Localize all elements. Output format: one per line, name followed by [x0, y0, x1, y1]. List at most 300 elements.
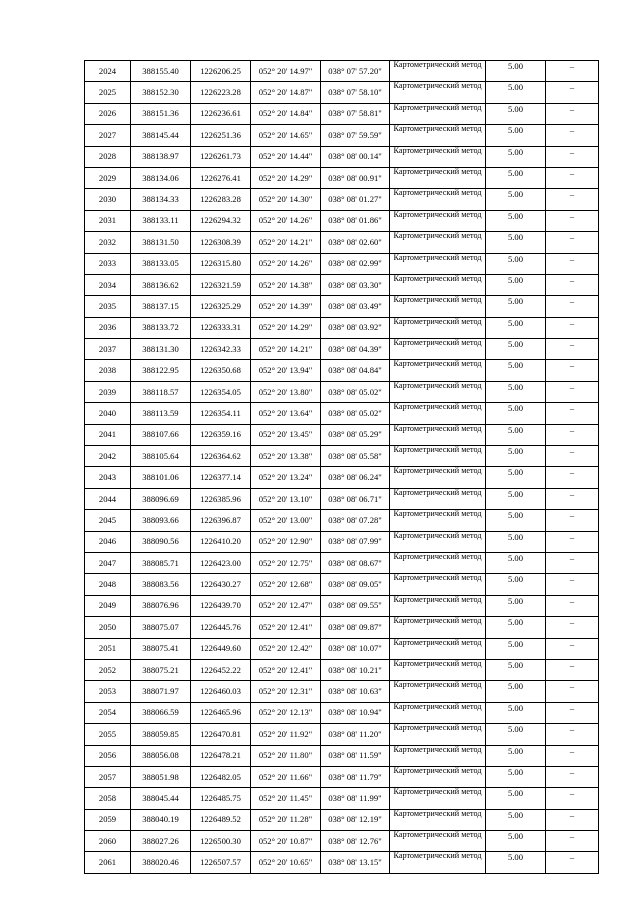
- table-row: [85, 167, 599, 188]
- table-row: [85, 617, 599, 638]
- table-row: [85, 638, 599, 659]
- note-cell: –: [546, 488, 599, 509]
- y-coordinate-cell: 1226261.73: [191, 146, 251, 167]
- longitude-cell: 038° 08' 04.39": [321, 339, 390, 360]
- latitude-cell: 052° 20' 12.68": [251, 574, 321, 595]
- point-number-cell: 2028: [85, 146, 131, 167]
- x-coordinate-cell: 388134.06: [131, 167, 191, 188]
- latitude-cell: 052° 20' 13.45": [251, 424, 321, 445]
- accuracy-cell: 5.00: [486, 253, 546, 274]
- latitude-cell: 052° 20' 11.80": [251, 745, 321, 766]
- accuracy-cell: 5.00: [486, 103, 546, 124]
- y-coordinate-cell: 1226485.75: [191, 788, 251, 809]
- note-cell: –: [546, 659, 599, 680]
- note-cell: –: [546, 317, 599, 338]
- accuracy-cell: 5.00: [486, 638, 546, 659]
- method-cell: Картометрический метод: [390, 809, 486, 830]
- accuracy-cell: 5.00: [486, 446, 546, 467]
- y-coordinate-cell: 1226294.32: [191, 210, 251, 231]
- note-cell: –: [546, 253, 599, 274]
- method-cell: Картометрический метод: [390, 724, 486, 745]
- point-number-cell: 2046: [85, 531, 131, 552]
- table-row: [85, 766, 599, 787]
- method-cell: Картометрический метод: [390, 360, 486, 381]
- y-coordinate-cell: 1226321.59: [191, 274, 251, 295]
- longitude-cell: 038° 08' 11.59": [321, 745, 390, 766]
- method-cell: Картометрический метод: [390, 210, 486, 231]
- accuracy-cell: 5.00: [486, 403, 546, 424]
- longitude-cell: 038° 08' 11.79": [321, 766, 390, 787]
- note-cell: –: [546, 210, 599, 231]
- x-coordinate-cell: 388075.41: [131, 638, 191, 659]
- latitude-cell: 052° 20' 13.80": [251, 381, 321, 402]
- table-row: [85, 809, 599, 830]
- method-cell: Картометрический метод: [390, 146, 486, 167]
- x-coordinate-cell: 388133.72: [131, 317, 191, 338]
- x-coordinate-cell: 388075.21: [131, 659, 191, 680]
- table-row: [85, 82, 599, 103]
- latitude-cell: 052° 20' 12.47": [251, 595, 321, 616]
- point-number-cell: 2049: [85, 595, 131, 616]
- table-row: [85, 659, 599, 680]
- accuracy-cell: 5.00: [486, 274, 546, 295]
- method-cell: Картометрический метод: [390, 317, 486, 338]
- longitude-cell: 038° 08' 10.07": [321, 638, 390, 659]
- y-coordinate-cell: 1226430.27: [191, 574, 251, 595]
- accuracy-cell: 5.00: [486, 745, 546, 766]
- note-cell: –: [546, 360, 599, 381]
- note-cell: –: [546, 809, 599, 830]
- table-row: [85, 488, 599, 509]
- method-cell: Картометрический метод: [390, 82, 486, 103]
- table-row: [85, 61, 599, 82]
- accuracy-cell: 5.00: [486, 552, 546, 573]
- y-coordinate-cell: 1226396.87: [191, 510, 251, 531]
- longitude-cell: 038° 08' 10.21": [321, 659, 390, 680]
- point-number-cell: 2050: [85, 617, 131, 638]
- longitude-cell: 038° 08' 11.99": [321, 788, 390, 809]
- point-number-cell: 2033: [85, 253, 131, 274]
- method-cell: Картометрический метод: [390, 125, 486, 146]
- x-coordinate-cell: 388152.30: [131, 82, 191, 103]
- latitude-cell: 052° 20' 14.87": [251, 82, 321, 103]
- point-number-cell: 2024: [85, 61, 131, 82]
- note-cell: –: [546, 552, 599, 573]
- y-coordinate-cell: 1226251.36: [191, 125, 251, 146]
- longitude-cell: 038° 07' 59.59": [321, 125, 390, 146]
- accuracy-cell: 5.00: [486, 702, 546, 723]
- latitude-cell: 052° 20' 14.38": [251, 274, 321, 295]
- accuracy-cell: 5.00: [486, 61, 546, 82]
- accuracy-cell: 5.00: [486, 831, 546, 852]
- accuracy-cell: 5.00: [486, 82, 546, 103]
- latitude-cell: 052° 20' 14.29": [251, 167, 321, 188]
- table-row: [85, 210, 599, 231]
- longitude-cell: 038° 08' 09.55": [321, 595, 390, 616]
- x-coordinate-cell: 388131.30: [131, 339, 191, 360]
- x-coordinate-cell: 388113.59: [131, 403, 191, 424]
- accuracy-cell: 5.00: [486, 232, 546, 253]
- table-row: [85, 103, 599, 124]
- x-coordinate-cell: 388056.08: [131, 745, 191, 766]
- accuracy-cell: 5.00: [486, 574, 546, 595]
- longitude-cell: 038° 08' 11.20": [321, 724, 390, 745]
- point-number-cell: 2048: [85, 574, 131, 595]
- latitude-cell: 052° 20' 13.38": [251, 446, 321, 467]
- point-number-cell: 2061: [85, 852, 131, 873]
- y-coordinate-cell: 1226236.61: [191, 103, 251, 124]
- note-cell: –: [546, 638, 599, 659]
- note-cell: –: [546, 681, 599, 702]
- point-number-cell: 2027: [85, 125, 131, 146]
- latitude-cell: 052° 20' 12.90": [251, 531, 321, 552]
- note-cell: –: [546, 831, 599, 852]
- note-cell: –: [546, 745, 599, 766]
- latitude-cell: 052° 20' 13.24": [251, 467, 321, 488]
- y-coordinate-cell: 1226325.29: [191, 296, 251, 317]
- coordinates-table-body: [85, 61, 599, 874]
- point-number-cell: 2031: [85, 210, 131, 231]
- method-cell: Картометрический метод: [390, 467, 486, 488]
- note-cell: –: [546, 146, 599, 167]
- y-coordinate-cell: 1226410.20: [191, 531, 251, 552]
- y-coordinate-cell: 1226333.31: [191, 317, 251, 338]
- latitude-cell: 052° 20' 12.75": [251, 552, 321, 573]
- table-row: [85, 595, 599, 616]
- point-number-cell: 2052: [85, 659, 131, 680]
- table-row: [85, 232, 599, 253]
- point-number-cell: 2037: [85, 339, 131, 360]
- point-number-cell: 2043: [85, 467, 131, 488]
- table-row: [85, 296, 599, 317]
- accuracy-cell: 5.00: [486, 189, 546, 210]
- latitude-cell: 052° 20' 12.42": [251, 638, 321, 659]
- point-number-cell: 2038: [85, 360, 131, 381]
- latitude-cell: 052° 20' 10.65": [251, 852, 321, 873]
- x-coordinate-cell: 388040.19: [131, 809, 191, 830]
- accuracy-cell: 5.00: [486, 424, 546, 445]
- accuracy-cell: 5.00: [486, 510, 546, 531]
- method-cell: Картометрический метод: [390, 595, 486, 616]
- point-number-cell: 2026: [85, 103, 131, 124]
- method-cell: Картометрический метод: [390, 574, 486, 595]
- point-number-cell: 2054: [85, 702, 131, 723]
- method-cell: Картометрический метод: [390, 788, 486, 809]
- point-number-cell: 2045: [85, 510, 131, 531]
- method-cell: Картометрический метод: [390, 702, 486, 723]
- table-row: [85, 510, 599, 531]
- x-coordinate-cell: 388075.07: [131, 617, 191, 638]
- point-number-cell: 2030: [85, 189, 131, 210]
- point-number-cell: 2055: [85, 724, 131, 745]
- point-number-cell: 2029: [85, 167, 131, 188]
- latitude-cell: 052° 20' 14.26": [251, 210, 321, 231]
- note-cell: –: [546, 510, 599, 531]
- note-cell: –: [546, 61, 599, 82]
- note-cell: –: [546, 617, 599, 638]
- y-coordinate-cell: 1226364.62: [191, 446, 251, 467]
- longitude-cell: 038° 08' 08.67": [321, 552, 390, 573]
- note-cell: –: [546, 296, 599, 317]
- latitude-cell: 052° 20' 14.29": [251, 317, 321, 338]
- table-row: [85, 253, 599, 274]
- x-coordinate-cell: 388107.66: [131, 424, 191, 445]
- x-coordinate-cell: 388101.06: [131, 467, 191, 488]
- note-cell: –: [546, 446, 599, 467]
- x-coordinate-cell: 388066.59: [131, 702, 191, 723]
- note-cell: –: [546, 189, 599, 210]
- y-coordinate-cell: 1226507.57: [191, 852, 251, 873]
- note-cell: –: [546, 232, 599, 253]
- longitude-cell: 038° 07' 58.81": [321, 103, 390, 124]
- longitude-cell: 038° 08' 03.92": [321, 317, 390, 338]
- longitude-cell: 038° 08' 03.49": [321, 296, 390, 317]
- latitude-cell: 052° 20' 13.94": [251, 360, 321, 381]
- method-cell: Картометрический метод: [390, 339, 486, 360]
- method-cell: Картометрический метод: [390, 488, 486, 509]
- x-coordinate-cell: 388105.64: [131, 446, 191, 467]
- method-cell: Картометрический метод: [390, 510, 486, 531]
- method-cell: Картометрический метод: [390, 638, 486, 659]
- point-number-cell: 2051: [85, 638, 131, 659]
- note-cell: –: [546, 531, 599, 552]
- y-coordinate-cell: 1226342.33: [191, 339, 251, 360]
- note-cell: –: [546, 403, 599, 424]
- y-coordinate-cell: 1226223.28: [191, 82, 251, 103]
- latitude-cell: 052° 20' 14.84": [251, 103, 321, 124]
- x-coordinate-cell: 388093.66: [131, 510, 191, 531]
- accuracy-cell: 5.00: [486, 167, 546, 188]
- x-coordinate-cell: 388145.44: [131, 125, 191, 146]
- accuracy-cell: 5.00: [486, 146, 546, 167]
- longitude-cell: 038° 08' 01.27": [321, 189, 390, 210]
- accuracy-cell: 5.00: [486, 488, 546, 509]
- accuracy-cell: 5.00: [486, 296, 546, 317]
- table-row: [85, 381, 599, 402]
- x-coordinate-cell: 388133.11: [131, 210, 191, 231]
- point-number-cell: 2040: [85, 403, 131, 424]
- y-coordinate-cell: 1226354.11: [191, 403, 251, 424]
- method-cell: Картометрический метод: [390, 189, 486, 210]
- latitude-cell: 052° 20' 13.00": [251, 510, 321, 531]
- note-cell: –: [546, 103, 599, 124]
- y-coordinate-cell: 1226439.70: [191, 595, 251, 616]
- longitude-cell: 038° 08' 13.15": [321, 852, 390, 873]
- y-coordinate-cell: 1226489.52: [191, 809, 251, 830]
- accuracy-cell: 5.00: [486, 360, 546, 381]
- table-row: [85, 745, 599, 766]
- latitude-cell: 052° 20' 14.30": [251, 189, 321, 210]
- method-cell: Картометрический метод: [390, 446, 486, 467]
- y-coordinate-cell: 1226478.21: [191, 745, 251, 766]
- x-coordinate-cell: 388138.97: [131, 146, 191, 167]
- latitude-cell: 052° 20' 14.65": [251, 125, 321, 146]
- x-coordinate-cell: 388059.85: [131, 724, 191, 745]
- x-coordinate-cell: 388076.96: [131, 595, 191, 616]
- longitude-cell: 038° 08' 10.94": [321, 702, 390, 723]
- table-row: [85, 125, 599, 146]
- method-cell: Картометрический метод: [390, 103, 486, 124]
- latitude-cell: 052° 20' 12.31": [251, 681, 321, 702]
- x-coordinate-cell: 388096.69: [131, 488, 191, 509]
- point-number-cell: 2053: [85, 681, 131, 702]
- method-cell: Картометрический метод: [390, 659, 486, 680]
- longitude-cell: 038° 08' 02.99": [321, 253, 390, 274]
- x-coordinate-cell: 388133.05: [131, 253, 191, 274]
- accuracy-cell: 5.00: [486, 617, 546, 638]
- table-row: [85, 724, 599, 745]
- latitude-cell: 052° 20' 13.64": [251, 403, 321, 424]
- y-coordinate-cell: 1226354.05: [191, 381, 251, 402]
- latitude-cell: 052° 20' 12.41": [251, 659, 321, 680]
- longitude-cell: 038° 07' 58.10": [321, 82, 390, 103]
- longitude-cell: 038° 08' 12.76": [321, 831, 390, 852]
- longitude-cell: 038° 08' 06.71": [321, 488, 390, 509]
- method-cell: Картометрический метод: [390, 617, 486, 638]
- table-row: [85, 146, 599, 167]
- table-row: [85, 424, 599, 445]
- latitude-cell: 052° 20' 11.92": [251, 724, 321, 745]
- accuracy-cell: 5.00: [486, 852, 546, 873]
- table-row: [85, 467, 599, 488]
- latitude-cell: 052° 20' 14.97": [251, 61, 321, 82]
- x-coordinate-cell: 388090.56: [131, 531, 191, 552]
- table-row: [85, 702, 599, 723]
- point-number-cell: 2058: [85, 788, 131, 809]
- y-coordinate-cell: 1226350.68: [191, 360, 251, 381]
- x-coordinate-cell: 388020.46: [131, 852, 191, 873]
- method-cell: Картометрический метод: [390, 681, 486, 702]
- note-cell: –: [546, 852, 599, 873]
- latitude-cell: 052° 20' 14.44": [251, 146, 321, 167]
- x-coordinate-cell: 388083.56: [131, 574, 191, 595]
- table-row: [85, 788, 599, 809]
- y-coordinate-cell: 1226452.22: [191, 659, 251, 680]
- table-row: [85, 852, 599, 873]
- latitude-cell: 052° 20' 14.21": [251, 232, 321, 253]
- method-cell: Картометрический метод: [390, 766, 486, 787]
- table-row: [85, 552, 599, 573]
- y-coordinate-cell: 1226449.60: [191, 638, 251, 659]
- accuracy-cell: 5.00: [486, 788, 546, 809]
- x-coordinate-cell: 388137.15: [131, 296, 191, 317]
- method-cell: Картометрический метод: [390, 253, 486, 274]
- accuracy-cell: 5.00: [486, 339, 546, 360]
- note-cell: –: [546, 702, 599, 723]
- longitude-cell: 038° 08' 00.91": [321, 167, 390, 188]
- longitude-cell: 038° 08' 05.02": [321, 381, 390, 402]
- x-coordinate-cell: 388136.62: [131, 274, 191, 295]
- x-coordinate-cell: 388118.57: [131, 381, 191, 402]
- table-row: [85, 274, 599, 295]
- note-cell: –: [546, 788, 599, 809]
- point-number-cell: 2057: [85, 766, 131, 787]
- latitude-cell: 052° 20' 14.21": [251, 339, 321, 360]
- longitude-cell: 038° 08' 07.28": [321, 510, 390, 531]
- method-cell: Картометрический метод: [390, 403, 486, 424]
- point-number-cell: 2041: [85, 424, 131, 445]
- table-row: [85, 681, 599, 702]
- longitude-cell: 038° 08' 03.30": [321, 274, 390, 295]
- point-number-cell: 2059: [85, 809, 131, 830]
- x-coordinate-cell: 388134.33: [131, 189, 191, 210]
- latitude-cell: 052° 20' 11.28": [251, 809, 321, 830]
- table-row: [85, 446, 599, 467]
- method-cell: Картометрический метод: [390, 424, 486, 445]
- table-row: [85, 831, 599, 852]
- y-coordinate-cell: 1226315.80: [191, 253, 251, 274]
- point-number-cell: 2034: [85, 274, 131, 295]
- longitude-cell: 038° 08' 06.24": [321, 467, 390, 488]
- note-cell: –: [546, 424, 599, 445]
- note-cell: –: [546, 381, 599, 402]
- point-number-cell: 2032: [85, 232, 131, 253]
- longitude-cell: 038° 08' 02.60": [321, 232, 390, 253]
- latitude-cell: 052° 20' 14.39": [251, 296, 321, 317]
- accuracy-cell: 5.00: [486, 381, 546, 402]
- table-row: [85, 317, 599, 338]
- accuracy-cell: 5.00: [486, 724, 546, 745]
- table-row: [85, 360, 599, 381]
- accuracy-cell: 5.00: [486, 317, 546, 338]
- note-cell: –: [546, 595, 599, 616]
- latitude-cell: 052° 20' 11.66": [251, 766, 321, 787]
- x-coordinate-cell: 388045.44: [131, 788, 191, 809]
- point-number-cell: 2035: [85, 296, 131, 317]
- method-cell: Картометрический метод: [390, 232, 486, 253]
- latitude-cell: 052° 20' 12.13": [251, 702, 321, 723]
- longitude-cell: 038° 08' 05.02": [321, 403, 390, 424]
- note-cell: –: [546, 125, 599, 146]
- method-cell: Картометрический метод: [390, 852, 486, 873]
- x-coordinate-cell: 388071.97: [131, 681, 191, 702]
- point-number-cell: 2047: [85, 552, 131, 573]
- note-cell: –: [546, 339, 599, 360]
- longitude-cell: 038° 08' 05.58": [321, 446, 390, 467]
- method-cell: Картометрический метод: [390, 745, 486, 766]
- longitude-cell: 038° 08' 09.87": [321, 617, 390, 638]
- accuracy-cell: 5.00: [486, 681, 546, 702]
- longitude-cell: 038° 08' 05.29": [321, 424, 390, 445]
- longitude-cell: 038° 07' 57.20": [321, 61, 390, 82]
- longitude-cell: 038° 08' 10.63": [321, 681, 390, 702]
- y-coordinate-cell: 1226482.05: [191, 766, 251, 787]
- y-coordinate-cell: 1226500.30: [191, 831, 251, 852]
- accuracy-cell: 5.00: [486, 467, 546, 488]
- table-row: [85, 339, 599, 360]
- method-cell: Картометрический метод: [390, 296, 486, 317]
- method-cell: Картометрический метод: [390, 381, 486, 402]
- y-coordinate-cell: 1226460.03: [191, 681, 251, 702]
- note-cell: –: [546, 82, 599, 103]
- longitude-cell: 038° 08' 07.99": [321, 531, 390, 552]
- point-number-cell: 2025: [85, 82, 131, 103]
- accuracy-cell: 5.00: [486, 210, 546, 231]
- point-number-cell: 2060: [85, 831, 131, 852]
- x-coordinate-cell: 388051.98: [131, 766, 191, 787]
- point-number-cell: 2039: [85, 381, 131, 402]
- table-row: [85, 574, 599, 595]
- latitude-cell: 052° 20' 13.10": [251, 488, 321, 509]
- x-coordinate-cell: 388131.50: [131, 232, 191, 253]
- x-coordinate-cell: 388122.95: [131, 360, 191, 381]
- y-coordinate-cell: 1226377.14: [191, 467, 251, 488]
- latitude-cell: 052° 20' 14.26": [251, 253, 321, 274]
- longitude-cell: 038° 08' 01.86": [321, 210, 390, 231]
- x-coordinate-cell: 388027.26: [131, 831, 191, 852]
- y-coordinate-cell: 1226385.96: [191, 488, 251, 509]
- y-coordinate-cell: 1226283.28: [191, 189, 251, 210]
